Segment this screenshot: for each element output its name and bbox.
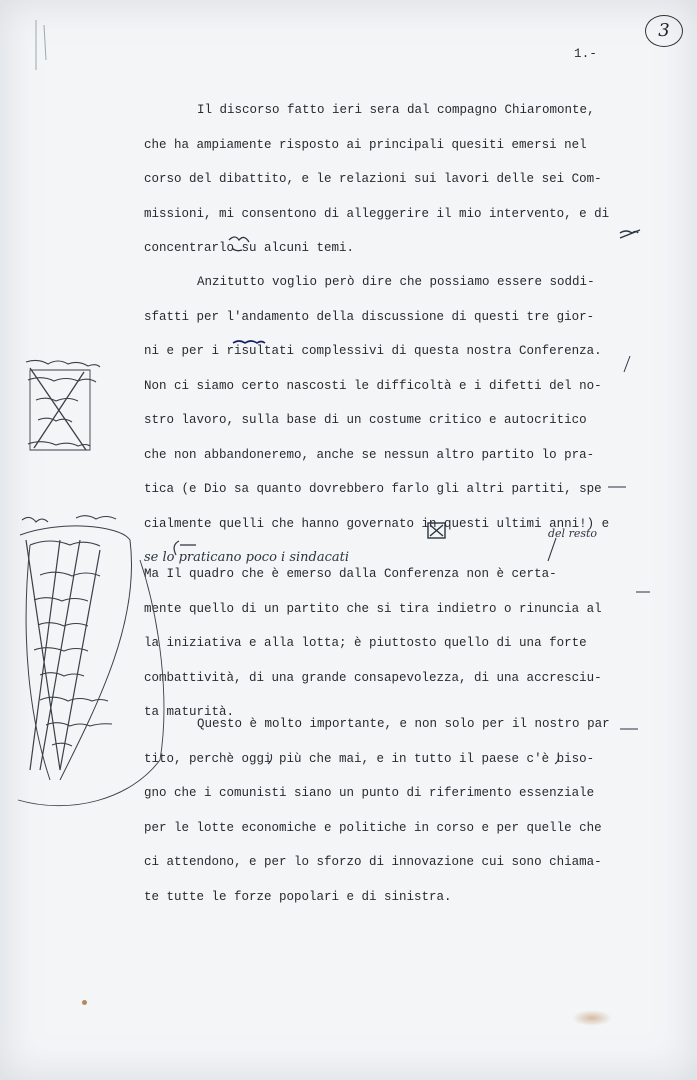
text-line: mente quello di un partito che si tira indietro o rinuncia al (144, 601, 602, 616)
paragraph-1 (144, 99, 609, 272)
text-line: ta maturità. (144, 705, 235, 719)
text-line: ni e per i risultati complessivi di questa nostra Conferenza. (144, 344, 602, 358)
text-line: tica (e Dio sa quanto dovrebbero farlo gli altri partiti, spe (144, 482, 602, 496)
correction-slash (624, 356, 630, 372)
text-line: che non abbandoneremo, anche se nessun altro partito lo pra- (144, 447, 595, 462)
text-line: per le lotte economiche e politiche in corso e per quelle che (144, 820, 602, 835)
paper-stain (572, 1010, 612, 1026)
text-line: corso del dibattito, e le relazioni sui lavori delle sei Com- (144, 172, 602, 186)
handwritten-above-conferenza: del resto (548, 527, 598, 540)
text-line: Anzitutto voglio però dire che possiamo essere soddi- (197, 275, 595, 289)
text-line: concentrarlo su alcuni temi. (144, 241, 355, 255)
text-line: Ma Il quadro che è emerso dalla Conferenza non è certa- (144, 567, 557, 581)
ink-dot (82, 1000, 87, 1005)
paragraph-2 (144, 271, 609, 736)
text-line: tito, perchè oggi più che mai, e in tutto il paese c'è biso- (144, 751, 595, 766)
text-line: te tutte le forze popolari e di sinistra. (144, 889, 452, 904)
text-line: stro lavoro, sulla base di un costume critico e autocritico (144, 413, 587, 427)
text-line: sfatti per l'andamento della discussione di questi tre gior- (144, 309, 595, 324)
handwritten-insert: se lo praticano poco i sindacati (144, 550, 350, 565)
text-line: la iniziativa e alla lotta; è piuttosto quello di una forte (144, 636, 587, 650)
text-line: Non ci siamo certo nascosti le difficoltà e i difetti del no- (144, 378, 602, 393)
text-line: cialmente quelli che hanno governato in questi ultimi anni!) e (144, 516, 610, 531)
text-line: combattività, di una grande consapevolezza, di una accresciu- (144, 670, 602, 685)
crossed-note-2 (18, 516, 164, 806)
circled-page-number: 3 (645, 15, 683, 47)
text-line: Il discorso fatto ieri sera dal compagno Chiaromonte, (197, 103, 595, 117)
text-line: che ha ampiamente risposto ai principali quesiti emersi nel (144, 137, 587, 152)
crossout-e-di (620, 230, 640, 238)
text-line: missioni, mi consentono di alleggerire il mio intervento, e di (144, 206, 610, 221)
text-line: Questo è molto importante, e non solo per il nostro par (197, 717, 610, 731)
crossed-note-1 (26, 360, 100, 450)
corner-mark (36, 20, 46, 70)
text-line: ci attendono, e per lo sforzo di innovazione cui sono chiama- (144, 855, 602, 869)
paragraph-3 (144, 713, 610, 920)
text-line: gno che i comunisti siano un punto di riferimento essenziale (144, 786, 595, 800)
handwritten-insert-line (144, 547, 609, 563)
page-number: 1.- (574, 47, 598, 61)
